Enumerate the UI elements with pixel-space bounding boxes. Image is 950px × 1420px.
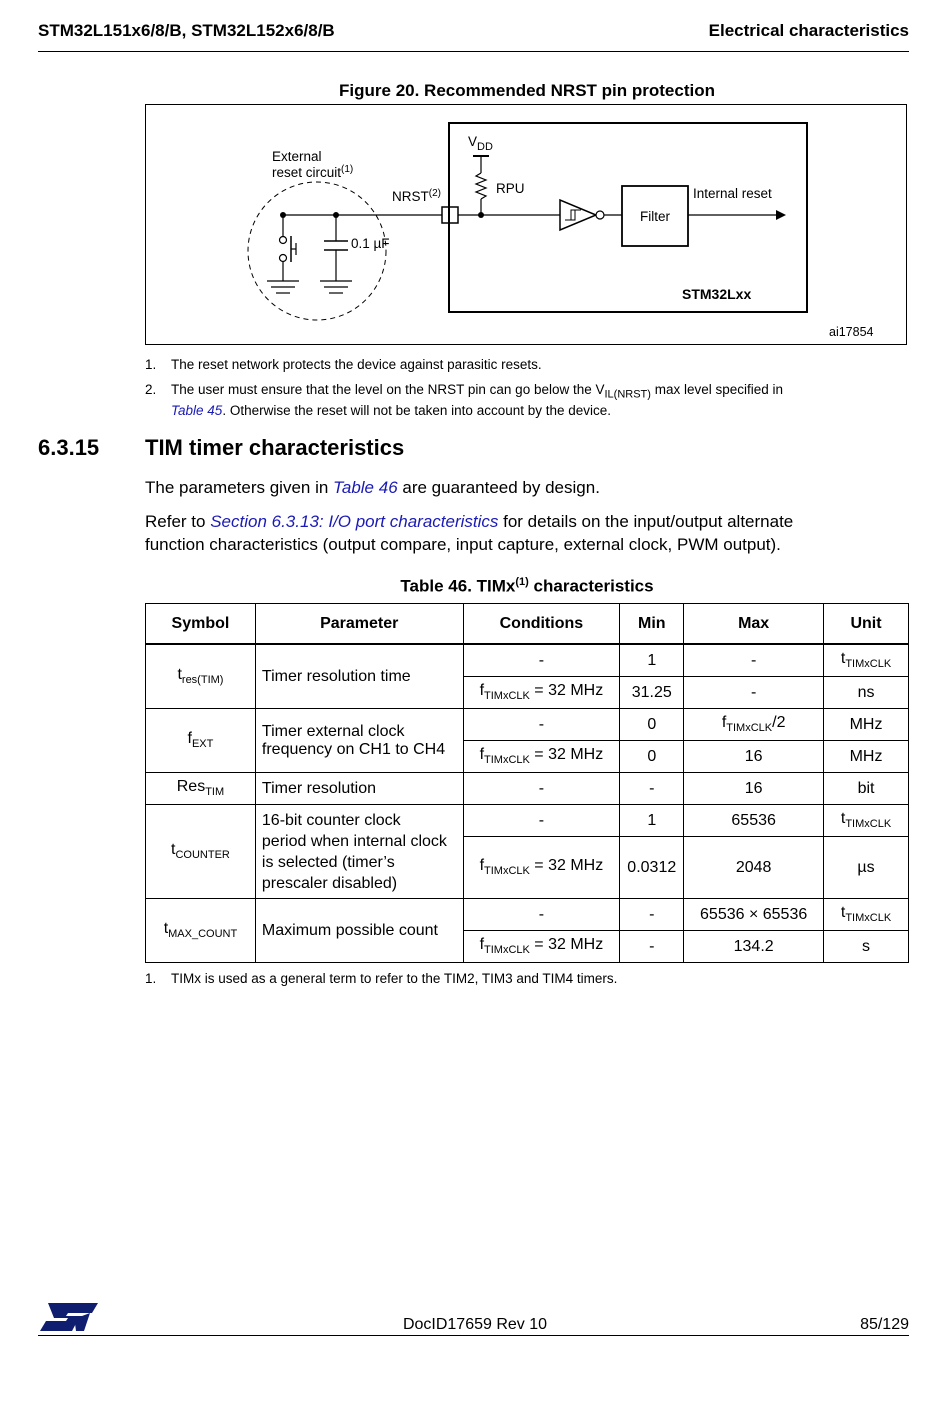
parameter-cell: Timer external clock frequency on CH1 to CH4 <box>255 709 463 773</box>
condition-cell: $f_{TIMxCLK} = 32$ MHz <box>463 837 620 899</box>
condition-cell: - <box>463 644 620 677</box>
unit-cell: bit <box>824 773 909 805</box>
header-rule <box>38 51 909 52</box>
link-section-6-3-13[interactable]: Section 6.3.13: I/O port characteristics <box>210 512 499 531</box>
label-external: External <box>272 149 322 164</box>
max-cell: - <box>684 677 824 709</box>
parameter-cell: Timer resolution time <box>255 644 463 709</box>
table-row <box>146 773 909 805</box>
figure-note-2: 2. The user must ensure that the level on the NRST pin can go below the $V_{IL(NRST)}$ max level specified in Table 45. Otherwise the reset will not be taken into account by the device. <box>145 382 784 418</box>
nrst-protection-diagram <box>146 105 908 346</box>
figure-title: Figure 20. Recommended NRST pin protection <box>339 81 715 100</box>
min-cell: 0 <box>620 709 684 741</box>
unit-cell: s <box>824 931 909 963</box>
condition-cell: $f_{TIMxCLK} = 32$ MHz <box>463 741 620 773</box>
max-cell: 65536 × 65536 <box>684 899 824 931</box>
table-row <box>146 899 909 931</box>
tim-characteristics-table <box>145 603 909 963</box>
figure-box <box>145 104 907 345</box>
condition-cell: $f_{TIMxCLK} = 32$ MHz <box>463 931 620 963</box>
section-title: TIM timer characteristics <box>145 435 405 460</box>
max-cell: 65536 <box>684 805 824 837</box>
table-row <box>146 644 909 677</box>
parameter-cell: 16-bit counter clock period when internal clock is selected (timer’s prescaler disabled) <box>255 805 463 899</box>
col-max: Max <box>684 604 824 645</box>
footer-page-number: 85/129 <box>860 1316 909 1333</box>
unit-cell: $t_{TIMxCLK}$ <box>824 805 909 837</box>
unit-cell: $t_{TIMxCLK}$ <box>824 644 909 677</box>
table-title: Table 46. TIMx$^{(1)}$ characteristics <box>400 576 654 596</box>
max-cell: 2048 <box>684 837 824 899</box>
figure-ref: ai17854 <box>829 325 874 339</box>
label-filter: Filter <box>640 209 670 224</box>
col-unit: Unit <box>824 604 909 645</box>
symbol-cell: $t_{MAX\_COUNT}$ <box>146 899 256 963</box>
min-cell: - <box>620 931 684 963</box>
unit-cell: ns <box>824 677 909 709</box>
max-cell: - <box>684 644 824 677</box>
min-cell: 1 <box>620 805 684 837</box>
label-internal-reset: Internal reset <box>693 186 772 201</box>
link-table-46[interactable]: Table 46 <box>333 478 398 497</box>
min-cell: - <box>620 899 684 931</box>
min-cell: 1 <box>620 644 684 677</box>
max-cell: $f_{TIMxCLK}/2$ <box>684 709 824 741</box>
max-cell: 16 <box>684 773 824 805</box>
footer-doc-id: DocID17659 Rev 10 <box>402 1316 548 1333</box>
table-header-row <box>146 604 909 645</box>
label-reset-circuit: reset circuit$^{(1)}$ <box>272 164 354 180</box>
col-min: Min <box>620 604 684 645</box>
table-row <box>146 805 909 837</box>
condition-cell: - <box>463 709 620 741</box>
schmitt-trigger <box>560 200 596 230</box>
condition-cell: - <box>463 899 620 931</box>
table-row <box>146 709 909 741</box>
label-rpu: RPU <box>496 181 525 196</box>
col-symbol: Symbol <box>146 604 256 645</box>
unit-cell: $t_{TIMxCLK}$ <box>824 899 909 931</box>
col-conditions: Conditions <box>463 604 620 645</box>
min-cell: 31.25 <box>620 677 684 709</box>
min-cell: - <box>620 773 684 805</box>
symbol-cell: Res$_{TIM}$ <box>146 773 256 805</box>
link-table-45[interactable]: Table 45 <box>171 402 223 418</box>
max-cell: 134.2 <box>684 931 824 963</box>
symbol-cell: $f_{EXT}$ <box>146 709 256 773</box>
unit-cell: µs <box>824 837 909 899</box>
figure-note-1: 1. The reset network protects the device against parasitic resets. <box>145 357 542 372</box>
footer-rule <box>38 1335 909 1336</box>
parameter-cell: Timer resolution <box>255 773 463 805</box>
table-note-1: 1. TIMx is used as a general term to refer to the TIM2, TIM3 and TIM4 timers. <box>145 971 618 986</box>
paragraph-2: Refer to Section 6.3.13: I/O port characteristics for details on the input/output alternate function characteristics (output compare, input capture, external clock, PWM output). <box>145 512 794 554</box>
header-section-title: Electrical characteristics <box>708 21 909 40</box>
col-parameter: Parameter <box>255 604 463 645</box>
paragraph-1: The parameters given in Table 46 are guaranteed by design. <box>145 478 600 497</box>
section-number: 6.3.15 <box>38 435 100 460</box>
pullup-resistor <box>476 173 486 199</box>
condition-cell: - <box>463 805 620 837</box>
label-vdd: $V_{DD}$ <box>468 134 493 153</box>
unit-cell: MHz <box>824 709 909 741</box>
unit-cell: MHz <box>824 741 909 773</box>
symbol-cell: $t_{COUNTER}$ <box>146 805 256 899</box>
parameter-cell: Maximum possible count <box>255 899 463 963</box>
label-capacitor: 0.1 µF <box>351 236 390 251</box>
condition-cell: $f_{TIMxCLK} = 32$ MHz <box>463 677 620 709</box>
min-cell: 0 <box>620 741 684 773</box>
max-cell: 16 <box>684 741 824 773</box>
header-doc-title: STM32L151x6/8/B, STM32L152x6/8/B <box>38 21 335 40</box>
label-nrst: NRST$^{(2)}$ <box>392 188 441 204</box>
condition-cell: - <box>463 773 620 805</box>
external-circuit-outline <box>248 182 386 320</box>
symbol-cell: $t_{res(TIM)}$ <box>146 644 256 709</box>
label-chip: STM32Lxx <box>682 286 752 302</box>
min-cell: 0.0312 <box>620 837 684 899</box>
